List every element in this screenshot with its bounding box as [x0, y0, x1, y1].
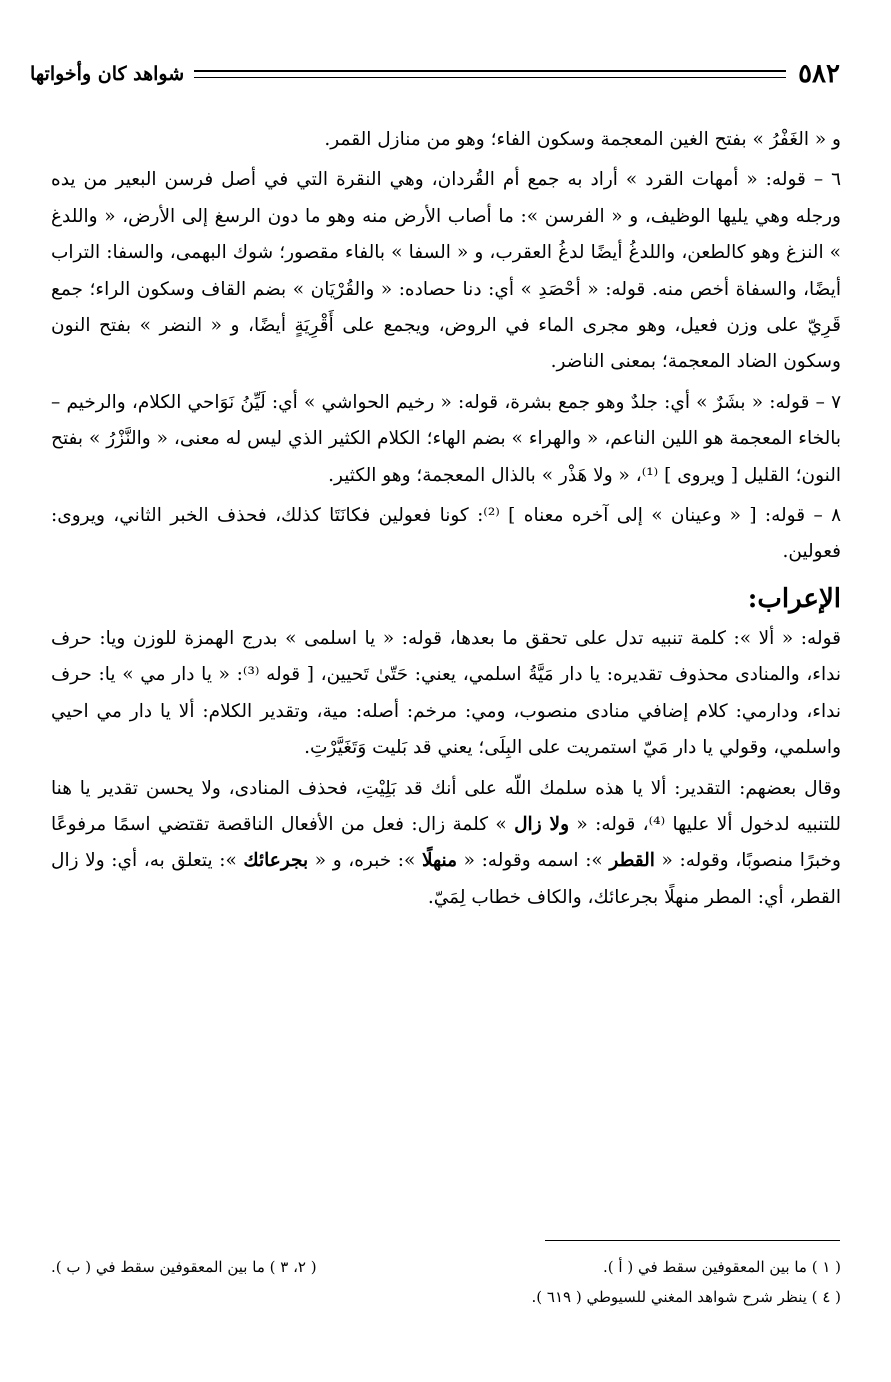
footnote-2-3: ( ٢، ٣ ) ما بين المعقوفين سقط في ( ب ).: [51, 1258, 317, 1276]
paragraph-note-6: ٦ – قوله: « أمهات القرد » أراد به جمع أم القُردان، وهي النقرة التي في أصل فرسن البعير من يده ورجله وهي يليها الوظيف، و « الفرسن »: ما أصاب الأرض منه وهو ما دون الرسغ إلى الأرض، « واللدغ » النزغ وهو كالطعن، واللدغُ أيضًا لدغُ العقرب، و « السفا » بالفاء مقصور؛ شوك البهمى، والسفا: التراب أيضًا، والسفاة أخص منه. قوله: « أحْصَدِ » أي: دنا حصاده: « والقُرْيَان » بضم القاف وسكون الراء؛ جمع قَرِيّ على وزن فعيل، وهو مجرى الماء في الروض، ويجمع على أَقْرِيَةٍ أيضًا، و « النضر » بفتح النون وسكون الضاد المعجمة؛ بمعنى الناضر.: [51, 169, 841, 373]
page-number: ٥٨٢: [798, 59, 840, 89]
paragraph-note-7: ٧ – قوله: « بشَرٌ » أي: جلدٌ وهو جمع بشرة، قوله: « رخيم الحواشي » أي: لَيِّنُ نَوَاحي الكلام، والرخيم – بالخاء المعجمة هو اللين الناعم، « والهراء » بضم الهاء؛ الكلام الكثير الذي ليس له معنى، « والنَّزْرُ » بفتح النون؛ القليل [ ويروى ] ⁽¹⁾، « ولا هَذْر » بالذال المعجمة؛ وهو الكثير.: [51, 391, 841, 486]
footnote-4: ( ٤ ) ينظر شرح شواهد المغني للسيوطي ( ٦١٩ ).: [531, 1288, 841, 1306]
section-heading-irab: الإعراب:: [747, 583, 841, 614]
text-run: »: يتعلق به، أي: ولا زال القطر، أي: المطر منهلًا بجرعائك، والكاف خطاب لِمَيّ.: [51, 850, 841, 908]
paragraph-irab-1: قوله: « ألا »: كلمة تنبيه تدل على تحقق ما بعدها، قوله: « يا اسلمى » بدرج الهمزة للوزن ويا: حرف نداء، والمنادى محذوف تقديره: يا دار مَيَّةُ اسلمي، يعني: حَتّىٰ تَحيين، [ قوله ⁽³⁾: « يا دار مي » يا: حرف نداء، ودارمي: كلام إضافي منادى منصوب، ومي: مرخم: أصله: مية، وتقدير الكلام: ألا يا دار مي احيي واسلمي، وقولي يا دار مَيّ استمريت على البِلَى؛ يعني قد بَليت وَتَغَيَّرْتِ.: [51, 627, 841, 759]
bold-term-bijaraik: بجرعائك: [243, 850, 309, 872]
header-rule: [194, 70, 786, 78]
running-title: شواهد كان وأخواتها: [30, 63, 185, 85]
footnote-1: ( ١ ) ما بين المعقوفين سقط في ( أ ).: [603, 1258, 841, 1276]
bold-term-wala-zal: ولا زال: [514, 813, 570, 835]
page-header: [30, 58, 840, 90]
paragraph-ghafr: و « الغَفْرُ » بفتح الغين المعجمة وسكون الفاء؛ وهو من منازل القمر.: [324, 129, 841, 150]
text-run: وقال بعضهم: التقدير: ألا يا هذه سلمك اللّه على أنك قد بَلِيْتِ، فحذف المنادى، ولا يحسن تقدير يا هنا للتنبيه لدخول ألا عليها ⁽⁴⁾، قوله: «: [51, 777, 841, 835]
footnote-row: [51, 1252, 841, 1282]
text-run: »: اسمه وقوله: «: [457, 850, 610, 872]
paragraph-irab-2: [51, 771, 841, 917]
bold-term-alqatr: القطر: [609, 850, 655, 872]
footnote-rule: [545, 1240, 840, 1241]
text-run: »: خبره، و «: [308, 850, 422, 872]
bold-term-munhallan: منهلًا: [421, 850, 457, 872]
footnote-row: [51, 1282, 841, 1312]
main-text: [51, 122, 841, 916]
footnotes: [51, 1252, 841, 1312]
text-run: » كلمة زال: فعل من الأفعال الناقصة تقتضي اسمًا مرفوعًا وخبرًا منصوبًا، وقوله: «: [51, 813, 841, 872]
paragraph-note-8: ٨ – قوله: [ « وعينان » إلى آخره معناه ] ⁽²⁾: كونا فعولين فكانَتَا كذلك، فحذف الخبر الثاني، ويروى: فعولين.: [51, 505, 841, 563]
